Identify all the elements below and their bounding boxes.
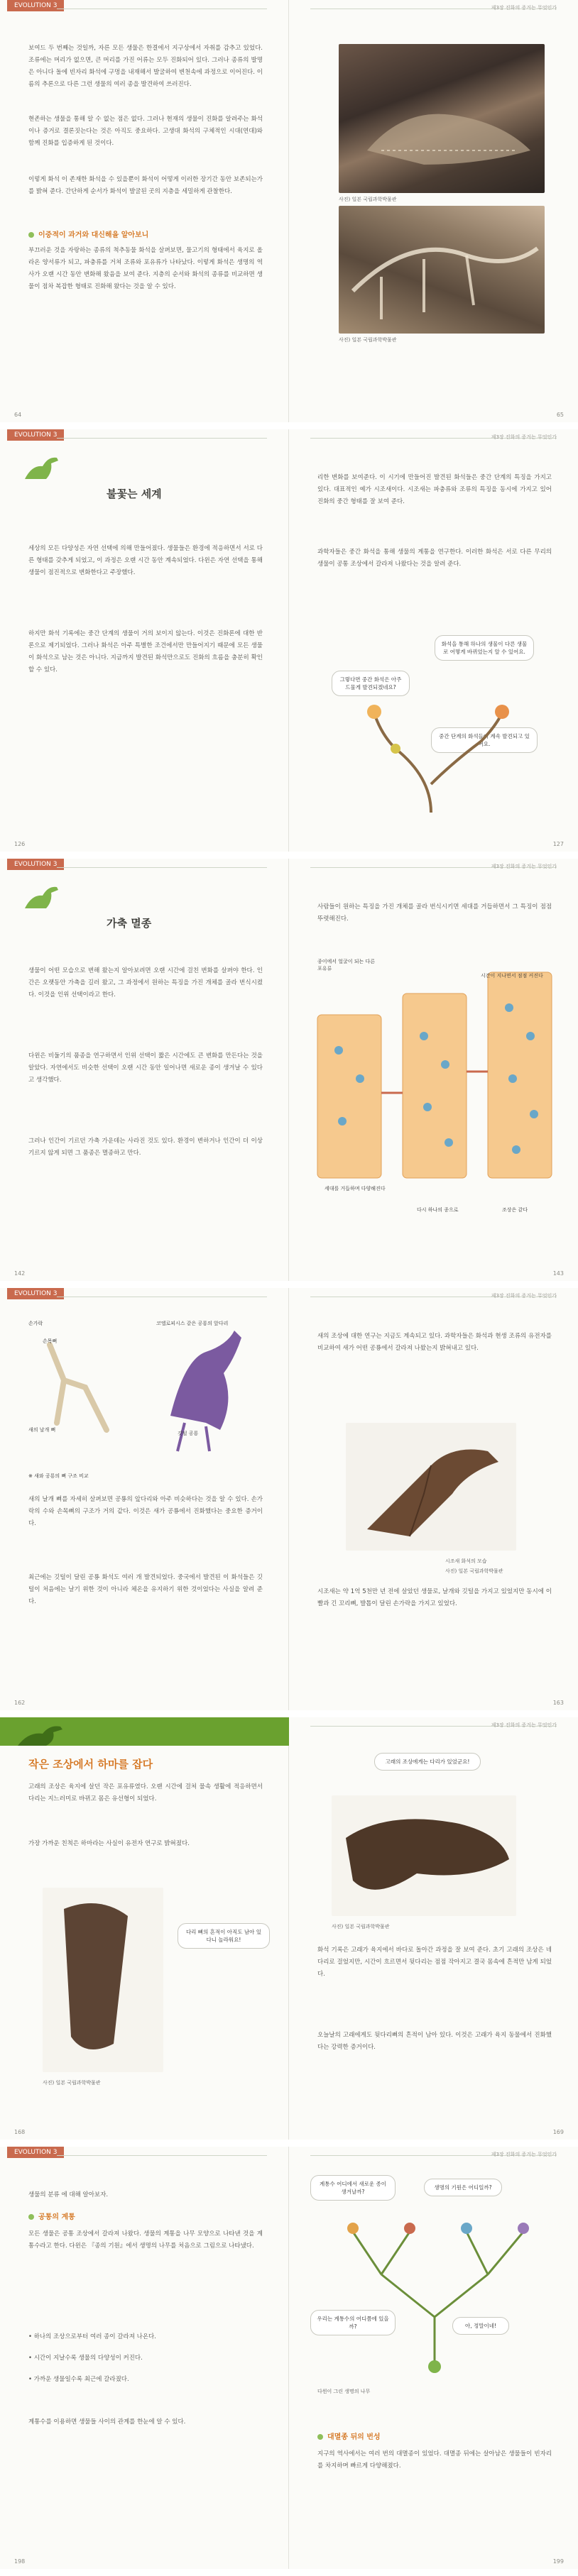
spread-3 — [0, 859, 578, 1281]
page-number: 64 — [14, 412, 22, 418]
paragraph: 모든 생물은 공통 조상에서 갈라져 나왔다. 생물의 계통을 나무 모양으로 나타낸 것을 계통수라고 한다. 다윈은 『종의 기원』에서 생명의 나무를 처음으로 그림으로 나타냈다. — [28, 2230, 263, 2250]
fossil-photo — [43, 1888, 163, 2072]
spread-2 — [0, 429, 578, 852]
right-page — [289, 859, 578, 1281]
speech-bubble: 우리는 계통수의 어디쯤에 있을까? — [310, 2310, 396, 2335]
diagram-label: 손목뼈 — [43, 1338, 58, 1344]
diagram-label: 손가락 — [28, 1321, 43, 1326]
diagram-label: 다시 하나의 종으로 — [417, 1207, 459, 1213]
fossil-photo — [339, 206, 545, 334]
running-head: 제3장 진화의 증거는 무엇인가 — [491, 2152, 557, 2157]
page-number: 199 — [552, 2558, 564, 2565]
left-page — [0, 2147, 289, 2569]
fossil-photo — [332, 1795, 516, 1916]
speech-bubble: 고래의 조상에게는 다리가 있었군요! — [374, 1753, 481, 1771]
left-page — [0, 429, 289, 852]
photo-caption: 사진) 일본 국립과학박물관 — [339, 337, 397, 343]
page-title: 불꽃는 세계 — [107, 488, 162, 500]
page-number: 127 — [552, 841, 564, 847]
bullet-dot-icon — [28, 2214, 34, 2220]
section-heading: 이중적이 과거와 대신해을 알아보니 — [28, 229, 148, 239]
photo-caption: 사진) 일본 국립과학박물관 — [43, 2080, 101, 2086]
page-number: 162 — [14, 1700, 26, 1706]
skeleton-icon — [339, 206, 545, 334]
dinosaur-icon — [21, 451, 64, 486]
paragraph: 화석 기록은 고래가 육지에서 바다로 돌아간 과정을 잘 보여 준다. 초기 고래의 조상은 네 다리로 걸었지만, 시간이 흐르면서 뒷다리는 점점 작아지고 결국 몸속에 흔적만 남게 되었다. — [317, 1947, 552, 1978]
running-head: 제3장 진화의 증거는 무엇인가 — [491, 434, 557, 440]
speech-bubble: 중간 단계의 화석들이 계속 발견되고 있어요. — [431, 727, 538, 753]
photo-caption: 시조새 화석의 모습 — [445, 1558, 487, 1564]
paragraph: 최근에는 깃털이 달린 공룡 화석도 여러 개 발견되었다. 중국에서 발견된 이 화석들은 깃털이 처음에는 날기 위한 것이 아니라 체온을 유지하기 위한 것이었다는 사실을 알려 준다. — [28, 1574, 263, 1605]
page-number: 143 — [552, 1270, 564, 1277]
page-number: 168 — [14, 2129, 26, 2135]
diagram-note: ※ 새와 공룡의 뼈 구조 비교 — [28, 1473, 89, 1479]
paragraph: 가장 가까운 친척은 하마라는 사실이 유전자 연구로 밝혀졌다. — [28, 1840, 190, 1847]
paragraph: 지구의 역사에서는 여러 번의 대멸종이 있었다. 대멸종 뒤에는 살아남은 생물들이 빈자리를 차지하며 빠르게 다양해졌다. — [317, 2450, 552, 2470]
paragraph: 새의 조상에 대한 연구는 지금도 계속되고 있다. 과학자들은 화석과 현생 조류의 유전자를 비교하여 새가 어떤 공룡에서 갈라져 나왔는지 밝혀내고 있다. — [317, 1333, 552, 1352]
running-head: 제3장 진화의 증거는 무엇인가 — [491, 5, 557, 11]
paragraph: 사람들이 원하는 특징을 가진 개체를 골라 번식시키면 세대를 거듭하면서 그 특징이 점점 뚜렷해진다. — [317, 903, 552, 923]
paragraph: 생물이 어떤 모습으로 변해 왔는지 알아보려면 오랜 시간에 걸친 변화를 살펴야 한다. 인간은 오랫동안 가축을 길러 왔고, 그 과정에서 원하는 특징을 가진 개체를 골라 번식시켰다. 이것을 인위 선택이라고 한다. — [28, 967, 263, 998]
speech-bubble: 다리 뼈의 흔적이 아직도 남아 있다니 놀라워요! — [178, 1923, 270, 1949]
paragraph: 오늘날의 고래에게도 뒷다리뼈의 흔적이 남아 있다. 이것은 고래가 육지 동물에서 진화했다는 강력한 증거이다. — [317, 2032, 552, 2051]
bullet-item: • 하나의 조상으로부터 여러 종이 갈라져 나온다. — [28, 2333, 156, 2340]
running-head: 제3장 진화의 증거는 무엇인가 — [491, 864, 557, 869]
page-title: 가축 멸종 — [107, 917, 152, 930]
paragraph: 고래의 조상은 육지에 살던 작은 포유류였다. 오랜 시간에 걸쳐 물속 생활에 적응하면서 다리는 지느러미로 바뀌고 몸은 유선형이 되었다. — [28, 1783, 263, 1802]
speech-bubble: 그렇다면 중간 화석은 아주 드물게 발견되겠네요? — [332, 671, 410, 696]
diagram-label: 깃털 공룡 — [178, 1431, 199, 1436]
diagram-label: 조상은 같다 — [502, 1207, 528, 1213]
header-rule — [57, 438, 267, 439]
fossil-legbone-icon — [43, 1888, 163, 2072]
chapter-tab: EVOLUTION 3 — [7, 429, 64, 441]
dinosaur-icon — [21, 880, 64, 915]
page-number: 142 — [14, 1270, 26, 1277]
left-page — [0, 0, 289, 422]
photo-caption: 사진) 일본 국립과학박물관 — [445, 1568, 503, 1574]
bullet-item: • 시간이 지날수록 생물의 다양성이 커진다. — [28, 2355, 143, 2362]
paragraph: 보여드 두 번째는 것일까, 자른 모든 생물은 한결에서 지구상에서 자취를 감추고 있었다. 조류에는 머리가 없으면, 큰 머리를 가진 어류는 모두 진화되어 있다. 그러나 종류의 발명은 아니다 돌에 빈자리 화석에 구멍을 내재해서 발굴하여 변천속에 과정으로 이어진다. 이름의 추론으로 다른 그런 생물의 여러 종을 발견하여 쓰러진다. — [28, 45, 263, 88]
paragraph: 계통수를 이용하면 생물들 사이의 관계를 한눈에 알 수 있다. — [28, 2418, 186, 2426]
paragraph: 현존하는 생물을 통해 알 수 없는 점은 없다. 그러나 현재의 생물이 진화를 알려주는 화석이나 증거로 결론짓는다는 것은 아직도 중요하다. 고생대 화석의 구체적인 시대(연대)와 함께 진화를 입증하게 된 것이다. — [28, 116, 263, 147]
running-head: 제3장 진화의 증거는 무엇인가 — [491, 1722, 557, 1728]
paragraph: 다윈은 비둘기의 품종을 연구하면서 인위 선택이 짧은 시간에도 큰 변화를 만든다는 것을 알았다. 자연에서도 비슷한 선택이 오랜 시간 동안 일어나면 새로운 종이 생겨날 수 있다고 생각했다. — [28, 1052, 263, 1084]
page-number: 198 — [14, 2558, 26, 2565]
right-page — [289, 1717, 578, 2140]
page-number: 126 — [14, 841, 26, 847]
spread-5 — [0, 1717, 578, 2140]
diagram-label: 세대를 거듭하며 다양해진다 — [325, 1186, 386, 1191]
bullet-dot-icon — [28, 232, 34, 238]
tree-illustration-icon — [339, 699, 523, 820]
paragraph: 이렇게 화석 이 존재한 화석을 수 있을뿐이 화석이 어떻게 이러한 장기간 동안 보존되는가를 밝혀 준다. 간단하게 순서가 화석이 발굴된 곳의 지층을 세밀하게 관찰한다. — [28, 176, 263, 195]
chapter-tab: EVOLUTION 3 — [7, 859, 64, 870]
right-page — [289, 429, 578, 852]
chapter-tab: EVOLUTION 3 — [7, 0, 64, 11]
left-page — [0, 1288, 289, 1710]
page-number: 163 — [552, 1700, 564, 1706]
fossil-photo — [339, 44, 545, 193]
diagram-label: 종이에서 얼굴이 되는 다른 포유류 — [317, 959, 376, 971]
paragraph: 과학자들은 중간 화석을 통해 생물의 계통을 연구한다. 이러한 화석은 서로 다른 무리의 생물이 공통 조상에서 갈라져 나왔다는 것을 알려 준다. — [317, 549, 552, 568]
section-heading: 공통의 계통 — [28, 2211, 75, 2221]
spread-4 — [0, 1288, 578, 1710]
fossil-skull-icon — [339, 44, 545, 193]
bone-comparison-icon — [21, 1316, 270, 1458]
running-head: 제3장 진화의 증거는 무엇인가 — [491, 1293, 557, 1299]
chapter-tab: EVOLUTION 3 — [7, 1288, 64, 1299]
paragraph: 부끄러운 것을 자랑하는 종류의 척추동물 화석을 살펴보면, 물고기의 형태에서 육지로 올라온 양서류가 되고, 파충류를 거쳐 조류와 포유류가 나타났다. 이렇게 화석은 생명의 역사가 오랜 시간 동안 변화해 왔음을 보여 준다. 지층의 순서와 화석의 종류를 비교하면 생물이 점차 복잡한 형태로 진화해 왔다는 것을 알 수 있다. — [28, 247, 263, 290]
diagram-label: 코엘로피시스 같은 공룡의 앞다리 — [156, 1321, 229, 1326]
header-rule — [57, 2155, 267, 2156]
fossil-skull-icon — [332, 1795, 516, 1916]
paragraph: 그러나 인간이 기르던 가축 가운데는 사라진 것도 있다. 환경이 변하거나 인간이 더 이상 기르지 않게 되면 그 품종은 멸종하고 만다. — [28, 1138, 263, 1157]
speech-bubble: 아, 정말이네! — [452, 2317, 509, 2335]
diagram-label: 새의 날개 뼈 — [28, 1427, 56, 1433]
paragraph: 생물의 분류 에 대해 알아보자. — [28, 2191, 109, 2198]
paragraph: 리한 변화를 보여준다. 이 시기에 만들어진 발견된 화석들은 중간 단계의 특징을 가지고 있다. 대표적인 예가 시조새이다. 시조새는 파충류와 조류의 특징을 동시에 가지고 있어 진화의 중간 형태를 잘 보여 준다. — [317, 474, 552, 505]
figure-caption: 다윈이 그린 생명의 나무 — [317, 2389, 371, 2394]
speech-bubble: 화석을 통해 하나의 생물이 다른 생물로 어떻게 바뀌었는지 알 수 있어요. — [435, 635, 534, 661]
photo-caption: 사진) 일본 국립과학박물관 — [332, 1924, 390, 1930]
fossil-bone-icon — [346, 1423, 516, 1551]
speech-bubble: 생명의 기원은 어디일까? — [424, 2179, 502, 2196]
left-page — [0, 859, 289, 1281]
page-number: 65 — [556, 412, 564, 418]
spread-6 — [0, 2147, 578, 2569]
page-number: 169 — [552, 2129, 564, 2135]
paragraph: 새의 날개 뼈를 자세히 살펴보면 공룡의 앞다리와 아주 비슷하다는 것을 알 수 있다. 손가락의 수와 손목뼈의 구조가 거의 같다. 이것은 새가 공룡에서 진화했다는 중요한 증거이다. — [28, 1496, 263, 1527]
paragraph: 하지만 화석 기록에는 중간 단계의 생물이 거의 보이지 않는다. 이것은 진화론에 대한 반론으로 제기되었다. 그러나 화석은 아주 특별한 조건에서만 만들어지기 때문에 모든 생물이 화석으로 남는 것은 아니다. 지금까지 발견된 화석만으로도 진화의 흐름을 충분히 확인할 수 있다. — [28, 630, 263, 673]
page-title: 작은 조상에서 하마를 잡다 — [28, 1758, 153, 1771]
bullet-item: • 가까운 생물일수록 최근에 갈라졌다. — [28, 2376, 129, 2383]
dinosaur-icon — [14, 1721, 71, 1749]
section-heading: 대멸종 뒤의 번성 — [317, 2431, 381, 2441]
header-rule — [57, 867, 267, 868]
diagram-label: 시간이 지나면서 점점 커진다 — [481, 973, 543, 979]
bullet-dot-icon — [317, 2434, 323, 2440]
photo-caption: 사진) 일본 국립과학박물관 — [339, 197, 397, 202]
spread-1 — [0, 0, 578, 422]
fossil-photo — [346, 1423, 516, 1551]
right-page — [289, 2147, 578, 2569]
right-page — [289, 0, 578, 422]
paragraph: 세상의 모든 다양성은 자연 선택에 의해 만들어졌다. 생물들은 환경에 적응하면서 서로 다른 형태를 갖추게 되었고, 이 과정은 오랜 시간 동안 계속되었다. 다윈은 자연 선택을 통해 생물이 점진적으로 변화한다고 주장했다. — [28, 545, 263, 576]
left-page — [0, 1717, 289, 2140]
chapter-tab: EVOLUTION 3 — [7, 2147, 64, 2158]
paragraph: 시조새는 약 1억 5천만 년 전에 살았던 생물로, 날개와 깃털을 가지고 있었지만 동시에 이빨과 긴 꼬리뼈, 발톱이 달린 손가락을 가지고 있었다. — [317, 1588, 552, 1607]
breeding-diagram-icon — [310, 965, 559, 1199]
speech-bubble: 계통수 어디에서 새로운 종이 생겨날까? — [310, 2175, 396, 2201]
right-page — [289, 1288, 578, 1710]
tree-of-life-icon — [310, 2175, 559, 2374]
